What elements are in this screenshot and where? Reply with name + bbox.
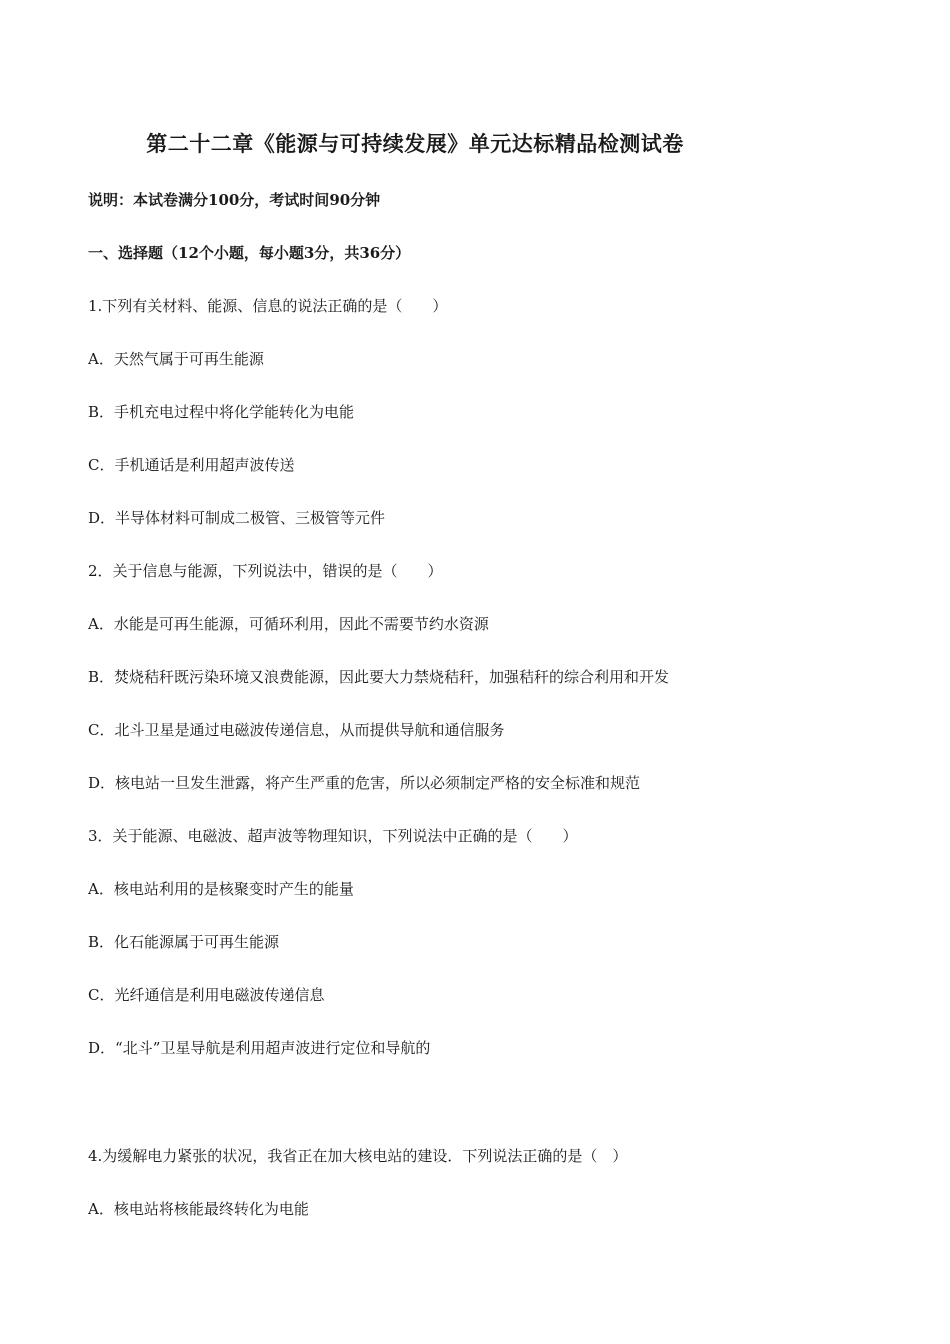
question-option: B．化石能源属于可再生能源 <box>88 933 280 951</box>
question-option: A．天然气属于可再生能源 <box>88 350 264 368</box>
question-option: D．“北斗”卫星导航是利用超声波进行定位和导航的 <box>88 1039 431 1057</box>
question-stem: 1.下列有关材料、能源、信息的说法正确的是（ ） <box>88 297 448 315</box>
question-option: C．北斗卫星是通过电磁波传递信息，从而提供导航和通信服务 <box>88 721 505 739</box>
question-stem: 3．关于能源、电磁波、超声波等物理知识，下列说法中正确的是（ ） <box>88 827 578 845</box>
question-option: C．光纤通信是利用电磁波传递信息 <box>88 986 325 1004</box>
exam-note: 说明：本试卷满分100分，考试时间90分钟 <box>88 191 381 209</box>
question-option: C．手机通话是利用超声波传送 <box>88 456 295 474</box>
question-option: D．半导体材料可制成二极管、三极管等元件 <box>88 509 386 527</box>
question-option: A．核电站将核能最终转化为电能 <box>88 1200 309 1218</box>
question-stem: 2．关于信息与能源，下列说法中，错误的是（ ） <box>88 562 443 580</box>
question-stem: 4.为缓解电力紧张的状况，我省正在加大核电站的建设．下列说法正确的是（ ） <box>88 1147 628 1165</box>
question-option: D．核电站一旦发生泄露，将产生严重的危害，所以必须制定严格的安全标准和规范 <box>88 774 641 792</box>
question-option: A．核电站利用的是核聚变时产生的能量 <box>88 880 354 898</box>
question-option: B．焚烧秸秆既污染环境又浪费能源，因此要大力禁烧秸秆，加强秸秆的综合利用和开发 <box>88 668 670 686</box>
document-title: 第二十二章《能源与可持续发展》单元达标精品检测试卷 <box>146 131 684 156</box>
section-heading: 一、选择题（12个小题，每小题3分，共36分） <box>88 244 411 262</box>
question-option: A．水能是可再生能源，可循环利用，因此不需要节约水资源 <box>88 615 489 633</box>
question-option: B．手机充电过程中将化学能转化为电能 <box>88 403 355 421</box>
